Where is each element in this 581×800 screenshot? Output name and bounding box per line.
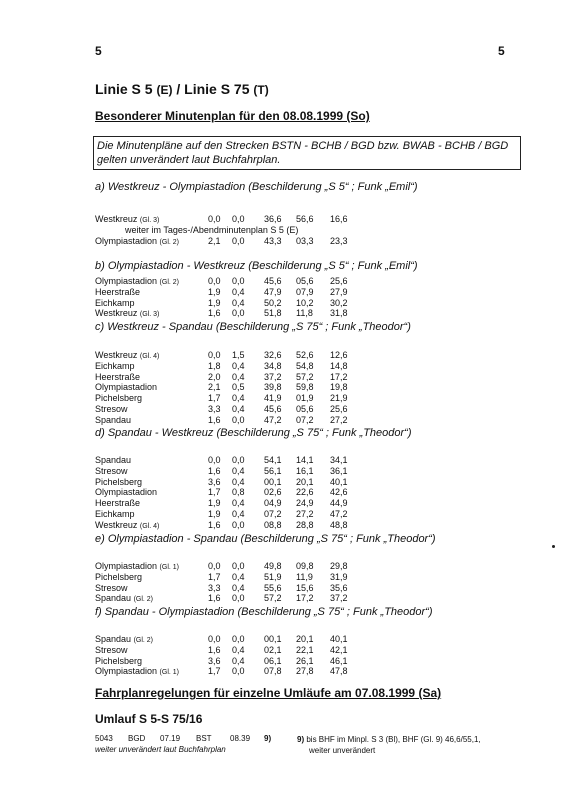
time-value: 22,1 bbox=[296, 644, 314, 655]
time-value: 37,2 bbox=[264, 371, 282, 382]
time-value: 1,7 bbox=[208, 571, 221, 582]
station-cell bbox=[95, 572, 142, 582]
station-cell bbox=[95, 404, 128, 414]
station-cell bbox=[95, 666, 179, 676]
station-cell bbox=[95, 308, 159, 318]
time-value: 34,8 bbox=[264, 360, 282, 371]
station-cell bbox=[95, 276, 179, 286]
station-name: Eichkamp bbox=[95, 360, 135, 371]
time-value: 14,8 bbox=[330, 360, 348, 371]
section-heading: b) Olympiastadion - Westkreuz (Beschilderung „S 5“ ; Funk „Emil“) bbox=[95, 260, 418, 272]
footnote bbox=[297, 734, 481, 756]
time-value: 0,0 bbox=[232, 634, 245, 644]
time-value: 41,9 bbox=[264, 393, 282, 404]
station-cell bbox=[95, 298, 135, 308]
time-value: 40,1 bbox=[330, 634, 348, 644]
station-name: Westkreuz bbox=[95, 308, 138, 319]
time-value: 3,6 bbox=[208, 476, 221, 487]
station-cell bbox=[95, 477, 142, 487]
time-value: 0,0 bbox=[208, 350, 221, 360]
track-number: (Gl. 3) bbox=[139, 217, 160, 224]
station-name: Eichkamp bbox=[95, 297, 135, 308]
time-value: 47,2 bbox=[330, 509, 348, 519]
trip-arr: 08.39 bbox=[230, 734, 251, 743]
time-value: 43,3 bbox=[264, 235, 282, 246]
time-value: 52,6 bbox=[296, 350, 314, 360]
page-number-right: 5 bbox=[498, 44, 505, 58]
trip-train: 5043 bbox=[95, 734, 113, 743]
time-value: 0,4 bbox=[232, 571, 245, 582]
time-value: 2,1 bbox=[208, 382, 221, 393]
time-value: 21,9 bbox=[330, 393, 348, 404]
time-value: 42,1 bbox=[330, 644, 348, 655]
section-heading: d) Spandau - Westkreuz (Beschilderung „S 75“ ; Funk „Theodor“) bbox=[95, 427, 412, 439]
station-name: Olympiastadion bbox=[95, 235, 158, 246]
time-value: 45,6 bbox=[264, 276, 282, 286]
station-cell bbox=[95, 487, 157, 497]
station-name: Stresow bbox=[95, 582, 128, 593]
time-value: 07,2 bbox=[296, 414, 314, 425]
title-t: (T) bbox=[253, 83, 269, 97]
station-name: Heerstraße bbox=[95, 371, 141, 382]
time-value: 1,6 bbox=[208, 414, 221, 425]
station-cell bbox=[95, 561, 179, 571]
time-value: 55,6 bbox=[264, 582, 282, 593]
time-value: 10,2 bbox=[296, 297, 314, 308]
time-value: 1,9 bbox=[208, 509, 221, 519]
time-value: 56,1 bbox=[264, 465, 282, 476]
time-value: 05,6 bbox=[296, 276, 314, 286]
station-name: Olympiastadion bbox=[95, 276, 158, 286]
time-value: 0,4 bbox=[232, 644, 245, 655]
time-value: 0,0 bbox=[232, 666, 245, 677]
time-value: 2,1 bbox=[208, 235, 221, 246]
time-value: 26,1 bbox=[296, 655, 314, 666]
station-name: Pichelsberg bbox=[95, 393, 143, 404]
page-title bbox=[95, 81, 269, 97]
station-cell bbox=[95, 466, 128, 476]
time-value: 1,5 bbox=[232, 350, 245, 360]
time-value: 29,8 bbox=[330, 561, 348, 571]
time-value: 08,8 bbox=[264, 519, 282, 530]
track-number: (Gl. 1) bbox=[159, 669, 179, 677]
station-name: Heerstraße bbox=[95, 498, 141, 509]
time-value: 1,7 bbox=[208, 666, 221, 677]
time-value: 0,0 bbox=[208, 455, 221, 465]
subtitle: Besonderer Minutenplan für den 08.08.1999 (So) bbox=[95, 109, 370, 123]
time-value: 11,8 bbox=[296, 308, 313, 319]
time-value: 0,0 bbox=[232, 455, 245, 465]
time-value: 27,2 bbox=[330, 414, 348, 425]
time-value: 25,6 bbox=[330, 276, 348, 286]
scan-speck bbox=[552, 545, 555, 548]
time-value: 0,5 bbox=[232, 382, 245, 393]
time-value: 20,1 bbox=[296, 634, 314, 644]
title-mid: / Linie S 75 bbox=[172, 81, 254, 97]
station-name: Heerstraße bbox=[95, 286, 141, 297]
station-cell bbox=[95, 214, 159, 224]
time-value: 31,9 bbox=[330, 571, 348, 582]
time-value: 39,8 bbox=[264, 382, 282, 393]
title-main: Linie S 5 bbox=[95, 81, 153, 97]
time-value: 03,3 bbox=[296, 235, 314, 246]
time-value: 1,7 bbox=[208, 393, 221, 404]
section-heading: a) Westkreuz - Olympiastadion (Beschilderung „S 5“ ; Funk „Emil“) bbox=[95, 181, 418, 193]
time-value: 47,9 bbox=[264, 286, 282, 297]
station-name: Spandau bbox=[95, 593, 132, 604]
station-cell bbox=[95, 382, 157, 392]
station-cell bbox=[95, 509, 135, 519]
time-value: 34,1 bbox=[330, 455, 348, 465]
time-value: 0,4 bbox=[232, 297, 245, 308]
time-value: 46,1 bbox=[330, 655, 348, 666]
station-cell bbox=[95, 455, 131, 465]
time-value: 05,6 bbox=[296, 404, 314, 414]
station-cell bbox=[95, 415, 131, 425]
time-value: 14,1 bbox=[296, 455, 314, 465]
time-value: 20,1 bbox=[296, 476, 314, 487]
time-value: 17,2 bbox=[296, 593, 314, 604]
time-value: 17,2 bbox=[330, 371, 348, 382]
station-cell bbox=[95, 498, 140, 508]
time-value: 1,9 bbox=[208, 297, 221, 308]
section-heading: c) Westkreuz - Spandau (Beschilderung „S 75“ ; Funk „Theodor“) bbox=[95, 321, 411, 333]
time-value: 40,1 bbox=[330, 476, 348, 487]
time-value: 24,9 bbox=[296, 498, 314, 509]
time-value: 47,8 bbox=[330, 666, 348, 677]
station-name: Pichelsberg bbox=[95, 476, 143, 487]
station-cell bbox=[95, 287, 140, 297]
time-value: 0,8 bbox=[232, 487, 245, 498]
time-value: 56,6 bbox=[296, 214, 314, 224]
track-number: (Gl. 2) bbox=[133, 596, 154, 604]
time-value: 09,8 bbox=[296, 561, 314, 571]
time-value: 0,0 bbox=[232, 593, 245, 604]
time-value: 31,8 bbox=[330, 308, 348, 319]
station-name: Westkreuz bbox=[95, 519, 138, 530]
time-value: 27,2 bbox=[296, 509, 314, 519]
time-value: 00,1 bbox=[264, 476, 282, 487]
time-value: 25,6 bbox=[330, 404, 348, 414]
time-value: 54,1 bbox=[264, 455, 282, 465]
time-value: 0,0 bbox=[208, 634, 221, 644]
umlauf-title: Umlauf S 5-S 75/16 bbox=[95, 712, 203, 726]
station-name: Olympiastadion bbox=[95, 382, 158, 393]
time-value: 27,8 bbox=[296, 666, 314, 677]
time-value: 0,0 bbox=[208, 214, 221, 224]
station-cell bbox=[95, 583, 128, 593]
time-value: 49,8 bbox=[264, 561, 282, 571]
time-value: 1,9 bbox=[208, 498, 221, 509]
time-value: 02,1 bbox=[264, 644, 282, 655]
time-value: 30,2 bbox=[330, 297, 348, 308]
time-value: 59,8 bbox=[296, 382, 314, 393]
time-value: 0,0 bbox=[208, 561, 221, 571]
time-value: 04,9 bbox=[264, 498, 282, 509]
station-cell bbox=[95, 372, 140, 382]
trip-note: weiter unverändert laut Buchfahrplan bbox=[95, 745, 226, 754]
time-value: 0,4 bbox=[232, 360, 245, 371]
time-value: 1,6 bbox=[208, 593, 221, 604]
time-value: 02,6 bbox=[264, 487, 282, 498]
station-cell bbox=[95, 634, 153, 644]
time-value: 06,1 bbox=[264, 655, 282, 666]
station-name: Pichelsberg bbox=[95, 655, 143, 666]
time-value: 07,2 bbox=[264, 509, 282, 519]
station-name: Stresow bbox=[95, 465, 128, 476]
track-number: (Gl. 1) bbox=[159, 564, 179, 571]
time-value: 37,2 bbox=[330, 593, 348, 604]
footnote-line1: bis BHF im Minpl. S 3 (Bl), BHF (Gl. 9) 46,6/55,1, bbox=[304, 735, 481, 744]
time-value: 0,4 bbox=[232, 404, 245, 414]
track-number: (Gl. 4) bbox=[139, 353, 160, 360]
time-value: 42,6 bbox=[330, 487, 348, 498]
time-value: 0,0 bbox=[232, 276, 245, 286]
track-number: (Gl. 3) bbox=[139, 311, 160, 319]
time-value: 01,9 bbox=[296, 393, 314, 404]
station-cell bbox=[95, 645, 128, 655]
time-value: 0,4 bbox=[232, 371, 245, 382]
station-cell bbox=[95, 350, 159, 360]
time-value: 1,6 bbox=[208, 519, 221, 530]
time-value: 11,9 bbox=[296, 571, 313, 582]
time-value: 0,0 bbox=[232, 308, 245, 319]
time-value: 50,2 bbox=[264, 297, 282, 308]
time-value: 36,1 bbox=[330, 465, 348, 476]
time-value: 0,4 bbox=[232, 286, 245, 297]
time-value: 0,0 bbox=[232, 561, 245, 571]
station-cell bbox=[95, 656, 142, 666]
time-value: 57,2 bbox=[296, 371, 314, 382]
time-value: 0,4 bbox=[232, 465, 245, 476]
trip-ref: 9) bbox=[264, 734, 272, 743]
time-value: 1,6 bbox=[208, 465, 221, 476]
time-value: 23,3 bbox=[330, 235, 348, 246]
time-value: 07,8 bbox=[264, 666, 282, 677]
time-value: 2,0 bbox=[208, 371, 221, 382]
time-value: 28,8 bbox=[296, 519, 314, 530]
track-number: (Gl. 2) bbox=[133, 637, 154, 644]
time-value: 1,7 bbox=[208, 487, 221, 498]
continuation-note: weiter im Tages-/Abendminutenplan S 5 (E) bbox=[125, 224, 299, 235]
notice-line: gelten unverändert laut Buchfahrplan. bbox=[97, 154, 281, 166]
time-value: 0,0 bbox=[232, 519, 245, 530]
time-value: 0,4 bbox=[232, 509, 245, 519]
time-value: 0,4 bbox=[232, 655, 245, 666]
time-value: 47,2 bbox=[264, 414, 282, 425]
time-value: 0,4 bbox=[232, 498, 245, 509]
station-name: Spandau bbox=[95, 455, 132, 465]
station-name: Eichkamp bbox=[95, 509, 135, 519]
track-number: (Gl. 4) bbox=[139, 522, 160, 530]
time-value: 36,6 bbox=[264, 214, 282, 224]
station-name: Westkreuz bbox=[95, 214, 138, 224]
time-value: 0,0 bbox=[232, 214, 245, 224]
time-value: 15,6 bbox=[296, 582, 314, 593]
station-name: Olympiastadion bbox=[95, 666, 158, 677]
station-cell bbox=[95, 593, 153, 603]
notice-line: Die Minutenpläne auf den Strecken BSTN - BCHB / BGD bzw. BWAB - BCHB / BGD bbox=[97, 140, 509, 152]
time-value: 12,6 bbox=[330, 350, 348, 360]
time-value: 45,6 bbox=[264, 404, 282, 414]
station-cell bbox=[95, 361, 135, 371]
time-value: 3,3 bbox=[208, 582, 221, 593]
time-value: 00,1 bbox=[264, 634, 282, 644]
time-value: 22,6 bbox=[296, 487, 314, 498]
time-value: 16,1 bbox=[296, 465, 314, 476]
station-name: Stresow bbox=[95, 404, 128, 414]
footnote-marker: 9) bbox=[297, 735, 305, 744]
time-value: 1,6 bbox=[208, 308, 221, 319]
time-value: 0,0 bbox=[232, 235, 245, 246]
station-name: Olympiastadion bbox=[95, 487, 158, 498]
station-cell bbox=[95, 393, 142, 403]
time-value: 0,4 bbox=[232, 476, 245, 487]
station-name: Pichelsberg bbox=[95, 571, 143, 582]
time-value: 57,2 bbox=[264, 593, 282, 604]
time-value: 3,3 bbox=[208, 404, 221, 414]
time-value: 48,8 bbox=[330, 519, 348, 530]
time-value: 19,8 bbox=[330, 382, 348, 393]
station-name: Spandau bbox=[95, 634, 132, 644]
time-value: 51,9 bbox=[264, 571, 282, 582]
time-value: 07,9 bbox=[296, 286, 314, 297]
time-value: 0,4 bbox=[232, 393, 245, 404]
time-value: 1,6 bbox=[208, 644, 221, 655]
time-value: 1,8 bbox=[208, 360, 221, 371]
trip-to: BST bbox=[196, 734, 212, 743]
time-value: 3,6 bbox=[208, 655, 221, 666]
time-value: 51,8 bbox=[264, 308, 282, 319]
station-cell bbox=[95, 520, 159, 530]
time-value: 16,6 bbox=[330, 214, 348, 224]
section2-title: Fahrplanregelungen für einzelne Umläufe am 07.08.1999 (Sa) bbox=[95, 686, 442, 700]
time-value: 27,9 bbox=[330, 286, 348, 297]
time-value: 0,0 bbox=[208, 276, 221, 286]
section-heading: e) Olympiastadion - Spandau (Beschilderung „S 75“ ; Funk „Theodor“) bbox=[95, 533, 436, 545]
station-name: Olympiastadion bbox=[95, 561, 158, 571]
notice-box bbox=[93, 136, 521, 170]
station-name: Spandau bbox=[95, 414, 132, 425]
station-name: Stresow bbox=[95, 644, 128, 655]
trip-from: BGD bbox=[128, 734, 146, 743]
page-number-left: 5 bbox=[95, 44, 102, 58]
title-e: (E) bbox=[156, 83, 173, 97]
time-value: 0,4 bbox=[232, 582, 245, 593]
footnote-line2: weiter unverändert bbox=[309, 746, 376, 755]
time-value: 35,6 bbox=[330, 582, 348, 593]
time-value: 32,6 bbox=[264, 350, 282, 360]
station-cell bbox=[95, 236, 179, 246]
time-value: 1,9 bbox=[208, 286, 221, 297]
station-name: Westkreuz bbox=[95, 350, 138, 360]
trip-dep: 07.19 bbox=[160, 734, 181, 743]
track-number: (Gl. 2) bbox=[159, 279, 179, 286]
time-value: 0,0 bbox=[232, 414, 245, 425]
time-value: 44,9 bbox=[330, 498, 348, 509]
time-value: 54,8 bbox=[296, 360, 314, 371]
section-heading: f) Spandau - Olympiastadion (Beschilderung „S 75“ ; Funk „Theodor“) bbox=[95, 606, 433, 618]
track-number: (Gl. 2) bbox=[159, 238, 179, 246]
